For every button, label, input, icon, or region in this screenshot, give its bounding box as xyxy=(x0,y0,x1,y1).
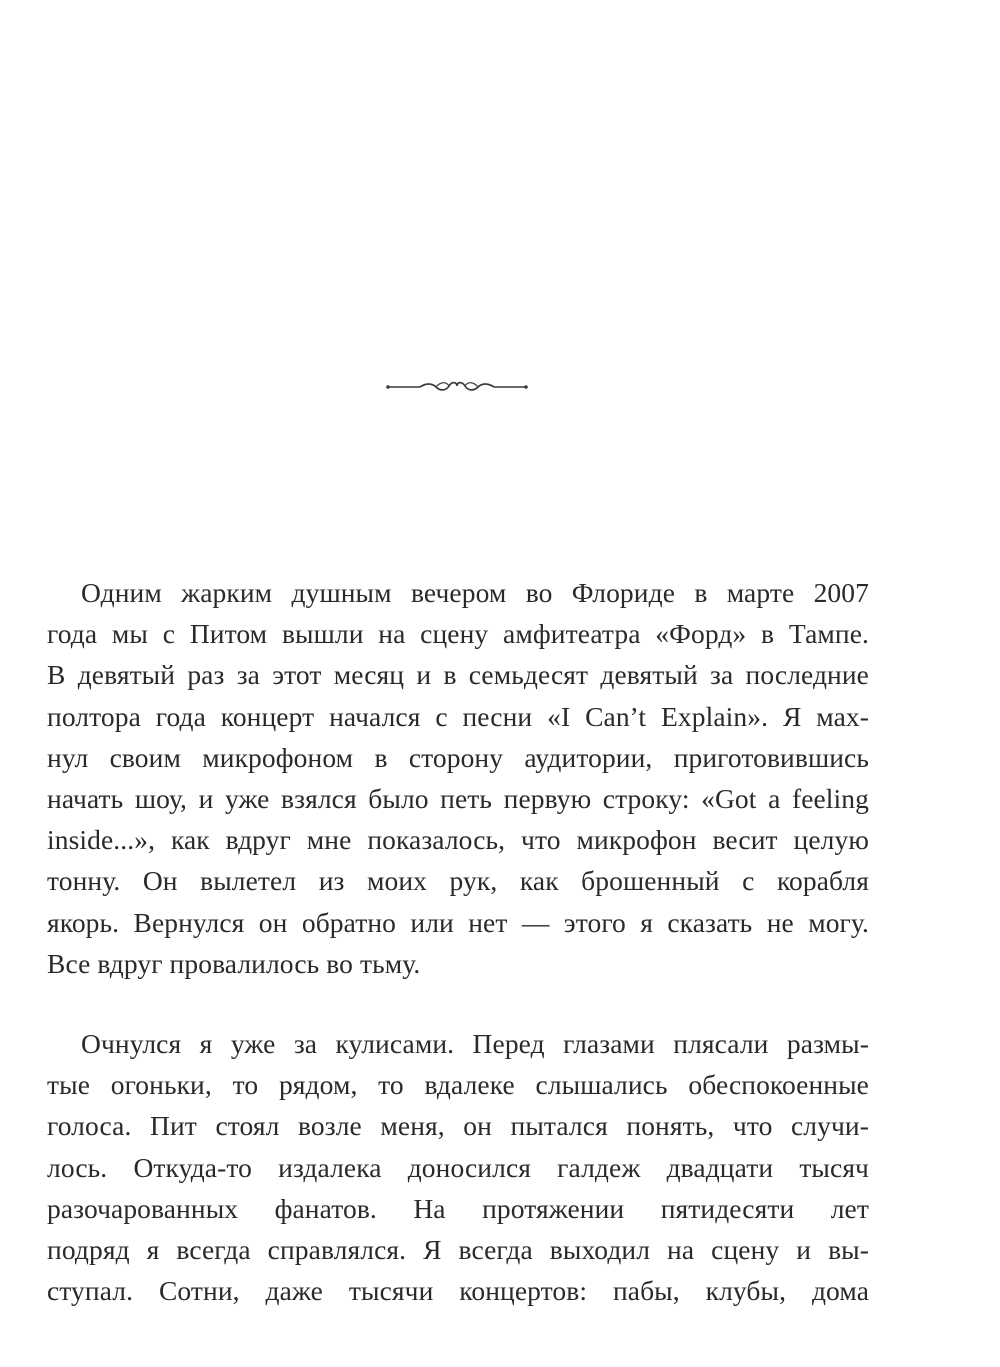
paragraph-line: В девятый раз за этот месяц и в семьдесят девятый за последние xyxy=(47,659,869,691)
paragraph-line: года мы с Питом вышли на сцену амфитеатра «Форд» в Тампе. xyxy=(47,618,869,650)
paragraph-line: полтора года концерт начался с песни «I Can’t Explain». Я мах- xyxy=(47,700,869,732)
section-divider-ornament-icon xyxy=(386,374,528,398)
paragraph-line: Одним жарким душным вечером во Флориде в марте 2007 xyxy=(81,577,869,608)
paragraph-line: Все вдруг провалилось во тьму. xyxy=(47,947,421,979)
paragraph-line: ступал. Сотни, даже тысячи концертов: пабы, клубы, дома xyxy=(47,1275,869,1307)
paragraph-line: подряд я всегда справлялся. Я всегда выходил на сцену и вы- xyxy=(47,1233,869,1265)
paragraph-line: начать шоу, и уже взялся было петь первую строку: «Got a feeling xyxy=(47,782,869,814)
paragraph-2 xyxy=(47,1023,869,1311)
paragraph-line: голоса. Пит стоял возле меня, он пытался понять, что случи- xyxy=(47,1110,869,1142)
paragraph-1 xyxy=(47,572,869,984)
paragraph-line: тые огоньки, то рядом, то вдалеке слышались обеспокоенные xyxy=(47,1069,869,1101)
paragraph-line: нул своим микрофоном в сторону аудитории, приготовившись xyxy=(47,741,869,773)
paragraph-line: разочарованных фанатов. На протяжении пятидесяти лет xyxy=(47,1192,869,1224)
paragraph-line: Очнулся я уже за кулисами. Перед глазами плясали размы- xyxy=(81,1028,869,1059)
paragraph-line: тонну. Он вылетел из моих рук, как брошенный с корабля xyxy=(47,865,869,897)
paragraph-line: inside...», как вдруг мне показалось, что микрофон весит целую xyxy=(47,824,869,856)
paragraph-line: лось. Откуда-то издалека доносился галдеж двадцати тысяч xyxy=(47,1151,869,1183)
paragraph-line: якорь. Вернулся он обратно или нет — этого я сказать не могу. xyxy=(47,906,869,938)
